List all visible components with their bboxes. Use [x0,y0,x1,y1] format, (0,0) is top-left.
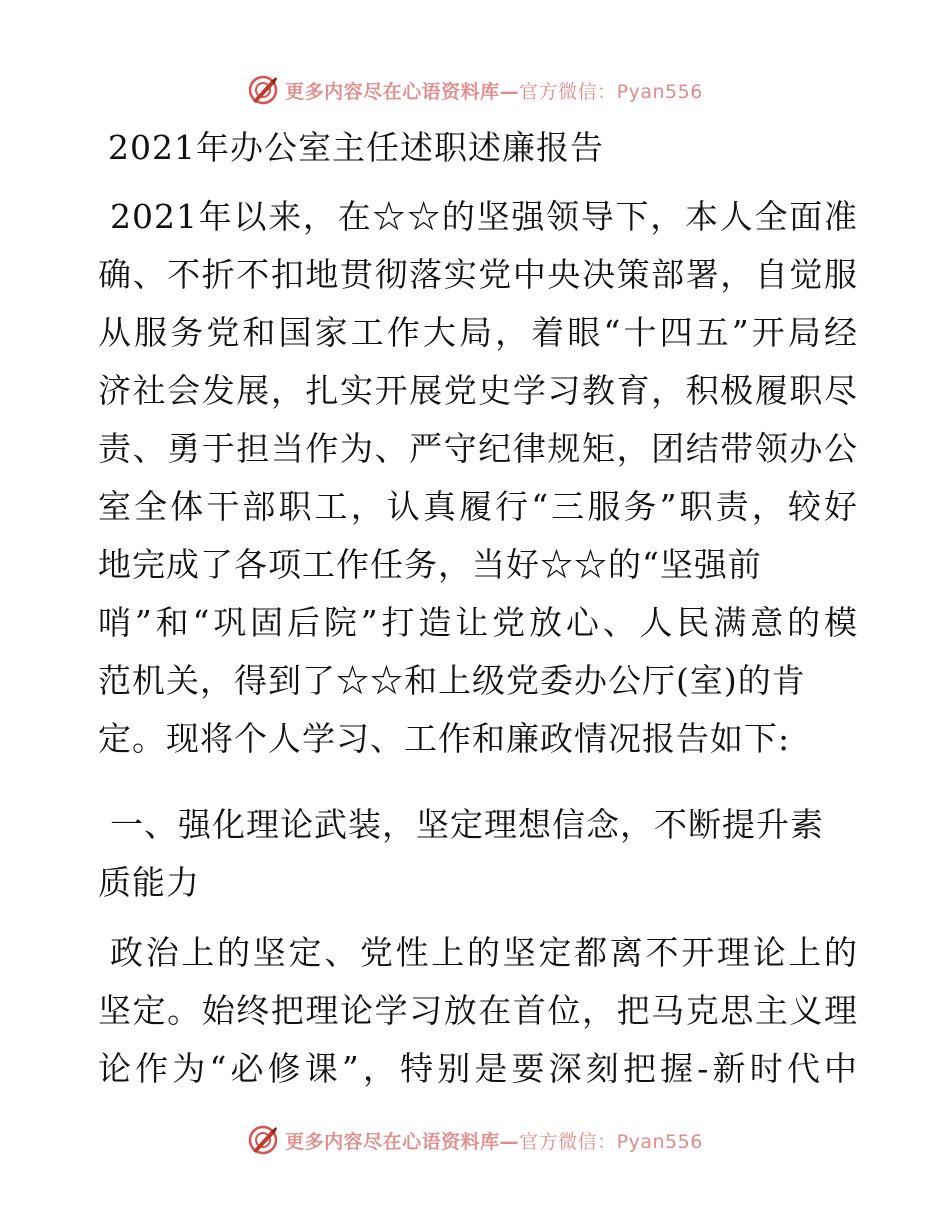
pen-logo-icon [247,1124,279,1156]
text-line: 哨”和“巩固后院”打造让党放心、人民满意的模 [98,603,858,642]
pen-logo-icon [247,74,279,106]
footer-banner-text: 更多内容尽在心语资料库—官方微信：Pyan556 [285,1130,703,1153]
text-line: 2021年以来，在☆☆的坚强领导下，本人全面准 [110,197,858,236]
section-heading [98,796,858,912]
text-line: 一、强化理论武装，坚定理想信念，不断提升素 [110,805,824,844]
text-line: 政治上的坚定、党性上的坚定都离不开理论上的 [110,933,858,972]
text-line: 室全体干部职工，认真履行“三服务”职责，较好 [98,487,858,526]
text-line: 从服务党和国家工作大局，着眼“十四五”开局经 [98,313,858,352]
text-line: 确、不折不扣地贯彻落实党中央决策部署，自觉服 [98,255,858,294]
footer-banner [0,1120,950,1160]
text-line: 质能力 [98,863,200,902]
paragraph-theory [98,924,858,1098]
text-line: 地完成了各项工作任务，当好☆☆的“坚强前 [98,545,762,584]
header-banner [0,70,950,110]
text-line: 论作为“必修课”，特别是要深刻把握-新时代中 [98,1049,858,1088]
text-line: 责、勇于担当作为、严守纪律规矩，团结带领办公 [98,429,858,468]
text-line: 坚定。始终把理论学习放在首位，把马克思主义理 [98,991,858,1030]
header-banner-text: 更多内容尽在心语资料库—官方微信：Pyan556 [285,80,703,103]
text-line: 范机关，得到了☆☆和上级党委办公厅(室)的肯 [98,661,806,700]
paragraph-intro [98,188,858,768]
text-line: 济社会发展，扎实开展党史学习教育，积极履职尽 [98,371,858,410]
text-line: 定。现将个人学习、工作和廉政情况报告如下: [98,719,791,758]
document-title: 2021年办公室主任述职述廉报告 [108,128,604,167]
